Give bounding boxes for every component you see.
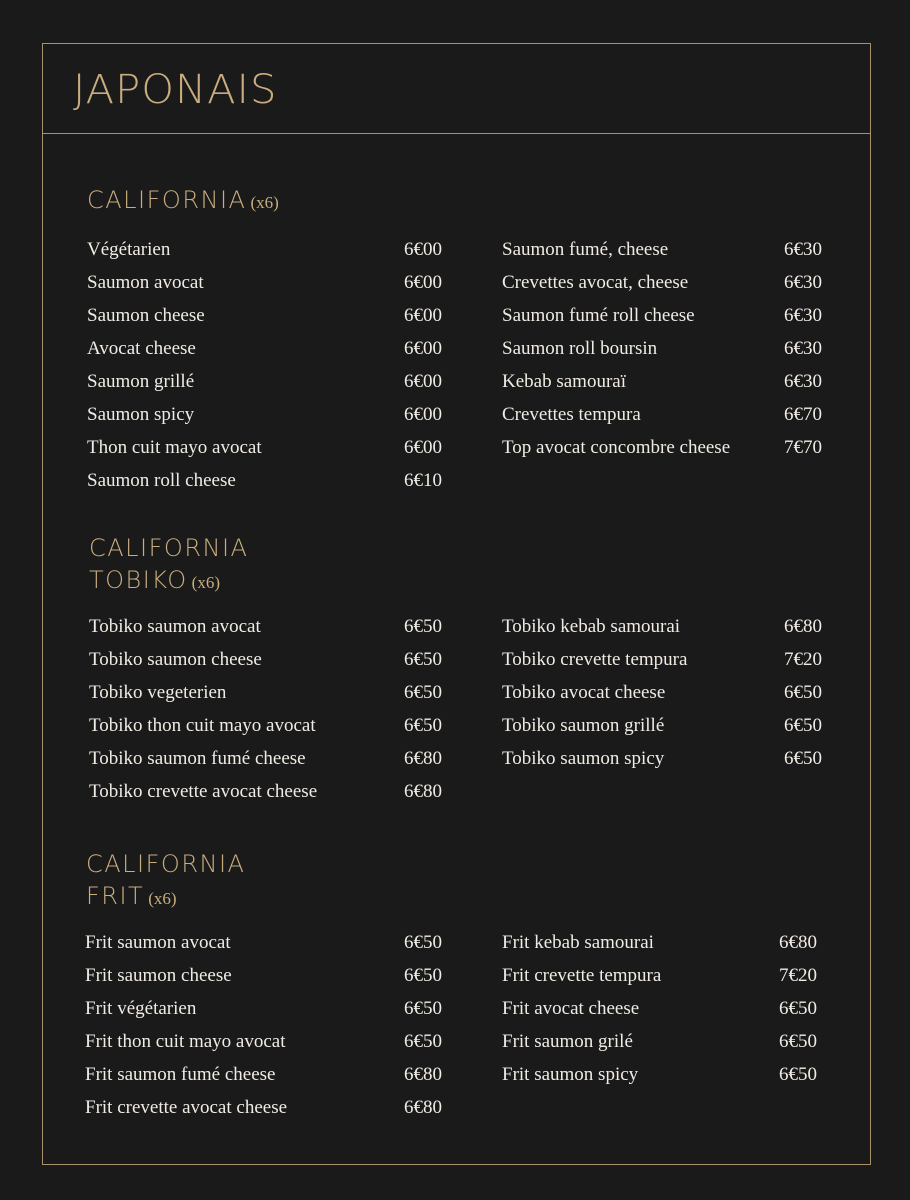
section-qty: (x6) — [191, 573, 220, 592]
menu-item-price: 6€80 — [404, 1097, 442, 1118]
section-title-line2: FRIT — [86, 882, 145, 910]
menu-item-price: 6€50 — [404, 998, 442, 1019]
menu-item-price: 6€50 — [784, 748, 822, 769]
section-title-line1: CALIFORNIA — [87, 186, 247, 214]
menu-item-price: 6€00 — [404, 338, 442, 359]
menu-item-price: 6€30 — [784, 338, 822, 359]
menu-item-price: 6€50 — [779, 1031, 817, 1052]
menu-item-price: 6€50 — [779, 998, 817, 1019]
menu-item-price: 7€20 — [784, 649, 822, 670]
menu-item-price: 6€80 — [404, 1064, 442, 1085]
menu-item-price: 6€00 — [404, 437, 442, 458]
menu-item-name: Saumon cheese — [87, 305, 205, 326]
section-qty: (x6) — [250, 193, 279, 212]
section-title-line2: TOBIKO — [89, 566, 188, 594]
menu-item-price: 6€50 — [404, 649, 442, 670]
menu-item-price: 6€50 — [784, 682, 822, 703]
menu-item-name: Saumon fumé, cheese — [502, 239, 669, 260]
menu-item-name: Frit avocat cheese — [502, 998, 640, 1019]
menu-item-price: 6€50 — [784, 715, 822, 736]
menu-item-name: Frit végétarien — [85, 998, 197, 1019]
menu-item-name: Frit saumon avocat — [85, 932, 231, 953]
menu-item-price: 6€00 — [404, 305, 442, 326]
menu-item-name: Frit kebab samourai — [502, 932, 654, 953]
menu-item-price: 6€50 — [404, 932, 442, 953]
menu-item-price: 6€30 — [784, 239, 822, 260]
section-title-line1: CALIFORNIA — [86, 850, 246, 878]
menu-item-price: 6€50 — [404, 682, 442, 703]
menu-item-name: Tobiko avocat cheese — [502, 682, 666, 703]
menu-item-name: Tobiko saumon avocat — [89, 616, 261, 637]
menu-item-name: Crevettes tempura — [502, 404, 641, 425]
menu-item-price: 6€50 — [404, 715, 442, 736]
menu-item-name: Frit crevette tempura — [502, 965, 662, 986]
menu-item-price: 7€70 — [784, 437, 822, 458]
menu-item-price: 6€80 — [404, 781, 442, 802]
section-title-california-frit — [86, 848, 245, 915]
menu-item-name: Tobiko crevette avocat cheese — [89, 781, 318, 802]
menu-item-price: 6€00 — [404, 371, 442, 392]
menu-item-name: Tobiko vegeterien — [89, 682, 227, 703]
menu-item-name: Frit crevette avocat cheese — [85, 1097, 288, 1118]
menu-item-name: Thon cuit mayo avocat — [87, 437, 262, 458]
menu-item-price: 6€80 — [779, 932, 817, 953]
section-qty: (x6) — [148, 889, 177, 908]
menu-item-name: Tobiko crevette tempura — [502, 649, 688, 670]
menu-item-name: Saumon avocat — [87, 272, 204, 293]
menu-item-name: Saumon fumé roll cheese — [502, 305, 695, 326]
menu-item-price: 6€30 — [784, 305, 822, 326]
menu-item-price: 6€30 — [784, 371, 822, 392]
menu-item-name: Crevettes avocat, cheese — [502, 272, 689, 293]
section-title-line1: CALIFORNIA — [89, 534, 249, 562]
menu-item-price: 6€70 — [784, 404, 822, 425]
menu-item-name: Top avocat concombre cheese — [502, 437, 731, 458]
menu-item-name: Tobiko kebab samourai — [502, 616, 681, 637]
menu-item-name: Kebab samouraï — [502, 371, 626, 392]
menu-item-price: 6€50 — [404, 1031, 442, 1052]
menu-item-name: Frit saumon fumé cheese — [85, 1064, 276, 1085]
menu-item-name: Saumon grillé — [87, 371, 195, 392]
menu-item-name: Tobiko saumon fumé cheese — [89, 748, 306, 769]
menu-item-price: 6€50 — [404, 616, 442, 637]
section-title-california-tobiko — [89, 532, 248, 599]
menu-item-name: Frit saumon cheese — [85, 965, 232, 986]
menu-item-name: Frit saumon spicy — [502, 1064, 639, 1085]
menu-item-name: Tobiko thon cuit mayo avocat — [89, 715, 316, 736]
menu-item-name: Tobiko saumon cheese — [89, 649, 262, 670]
menu-item-name: Frit saumon grilé — [502, 1031, 633, 1052]
menu-item-price: 6€30 — [784, 272, 822, 293]
menu-item-name: Végétarien — [87, 239, 171, 260]
page-title: JAPONAIS — [73, 67, 278, 113]
menu-item-price: 7€20 — [779, 965, 817, 986]
menu-item-name: Saumon roll boursin — [502, 338, 658, 359]
menu-item-price: 6€00 — [404, 272, 442, 293]
menu-item-price: 6€50 — [779, 1064, 817, 1085]
menu-item-name: Tobiko saumon spicy — [502, 748, 665, 769]
menu-item-name: Saumon roll cheese — [87, 470, 236, 491]
menu-item-price: 6€50 — [404, 965, 442, 986]
menu-item-price: 6€80 — [784, 616, 822, 637]
menu-item-name: Avocat cheese — [87, 338, 196, 359]
menu-item-name: Frit thon cuit mayo avocat — [85, 1031, 286, 1052]
menu-item-price: 6€00 — [404, 404, 442, 425]
menu-item-name: Saumon spicy — [87, 404, 195, 425]
menu-item-price: 6€00 — [404, 239, 442, 260]
menu-item-price: 6€80 — [404, 748, 442, 769]
section-title-california — [87, 184, 279, 219]
menu-header — [43, 44, 870, 134]
menu-item-price: 6€10 — [404, 470, 442, 491]
menu-item-name: Tobiko saumon grillé — [502, 715, 665, 736]
